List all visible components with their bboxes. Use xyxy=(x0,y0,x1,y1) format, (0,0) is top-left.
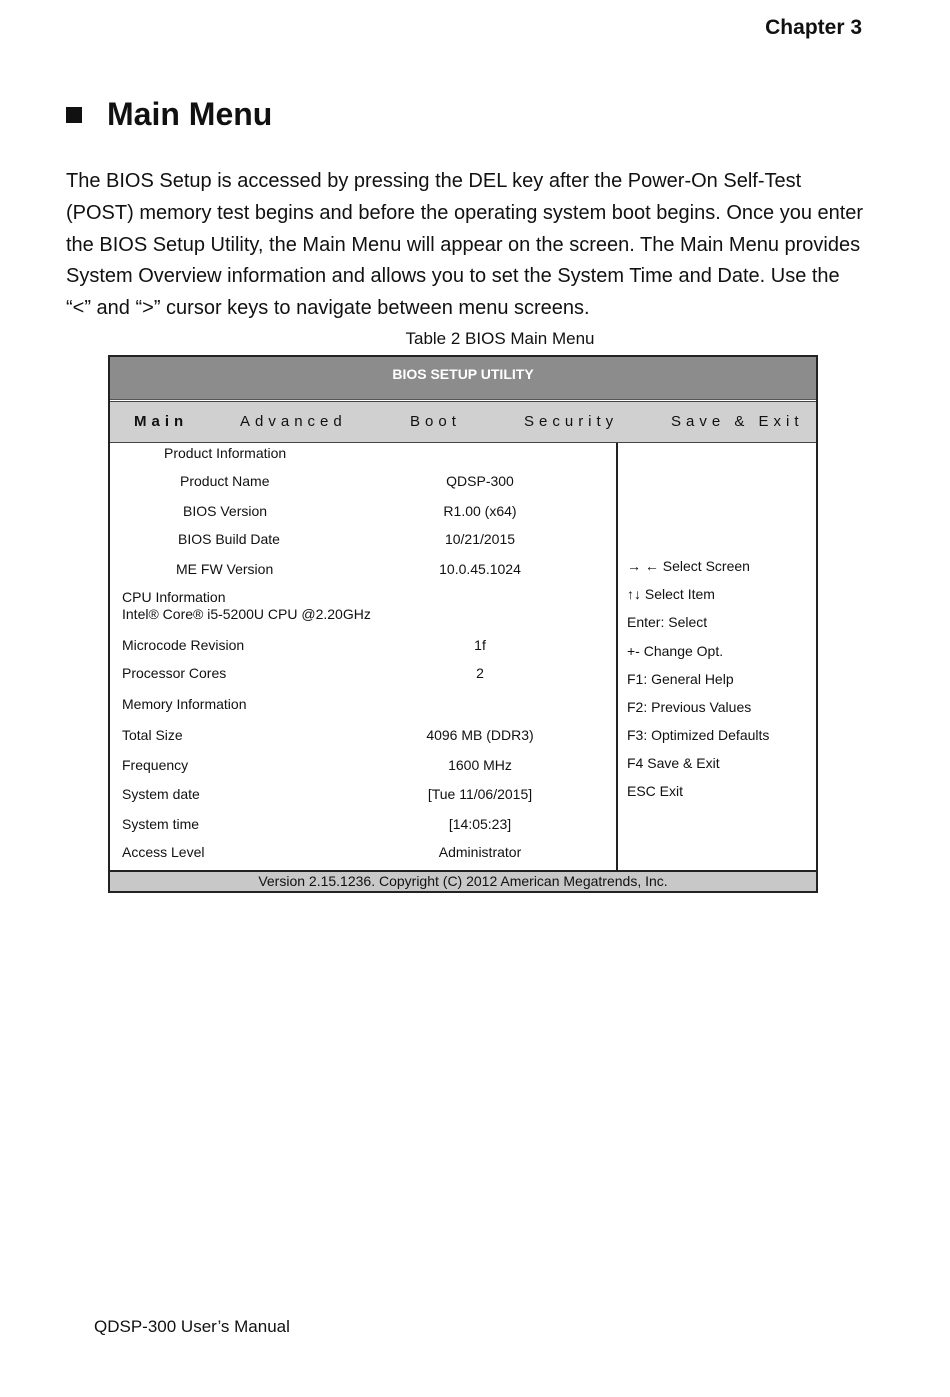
help-previous-values: F2: Previous Values xyxy=(627,699,752,715)
bios-build-date-value: 10/21/2015 xyxy=(444,531,516,547)
me-fw-version-label: ME FW Version xyxy=(176,561,274,577)
section-heading xyxy=(66,96,272,133)
total-size-value: 4096 MB (DDR3) xyxy=(426,727,534,743)
bios-menu-bar xyxy=(110,401,816,443)
intro-paragraph: The BIOS Setup is accessed by pressing the DEL key after the Power-On Self-Test (POST) memory test begins and before the operating system boot begins. Once you enter the BIOS Setup Utility, the Main Menu will appear on the screen. The Main Menu provides System Overview information and allows you to set the System Time and Date. Use the “<” and “>” cursor keys to navigate between menu screens. xyxy=(66,170,864,320)
help-select-screen: → ← Select Screen xyxy=(627,558,750,574)
help-optimized-defaults: F3: Optimized Defaults xyxy=(627,727,770,743)
panel-divider xyxy=(616,443,618,871)
help-select-item: ↑↓ Select Item xyxy=(627,586,715,602)
microcode-label: Microcode Revision xyxy=(122,637,245,653)
bios-title: BIOS SETUP UTILITY xyxy=(110,357,816,400)
frequency-value: 1600 MHz xyxy=(448,757,512,773)
total-size-label: Total Size xyxy=(122,727,183,743)
cpu-model: Intel® Core® i5-5200U CPU @2.20GHz xyxy=(122,606,371,622)
product-name-value: QDSP-300 xyxy=(446,473,514,489)
product-info-heading: Product Information xyxy=(164,445,287,461)
section-title: Main Menu xyxy=(107,96,273,132)
system-time-label: System time xyxy=(122,816,200,832)
bios-body xyxy=(110,443,816,871)
page-footer: QDSP-300 User’s Manual xyxy=(94,1317,290,1336)
bios-screen xyxy=(108,355,818,893)
table-caption: Table 2 BIOS Main Menu xyxy=(405,329,595,348)
tab-main[interactable]: Main xyxy=(134,413,189,430)
cpu-info-heading: CPU Information xyxy=(122,589,226,605)
processor-cores-label: Processor Cores xyxy=(122,665,227,681)
help-change-opt: +- Change Opt. xyxy=(627,643,724,659)
tab-boot[interactable]: Boot xyxy=(410,413,461,430)
me-fw-version-value: 10.0.45.1024 xyxy=(439,561,521,577)
help-save-exit: F4 Save & Exit xyxy=(627,755,720,771)
help-esc-exit: ESC Exit xyxy=(627,783,684,799)
help-general-help: F1: General Help xyxy=(627,671,734,687)
system-date-value[interactable]: [Tue 11/06/2015] xyxy=(427,786,533,802)
access-level-value: Administrator xyxy=(438,844,522,860)
memory-info-heading: Memory Information xyxy=(122,696,247,712)
tab-security[interactable]: Security xyxy=(524,413,619,430)
chapter-label: Chapter 3 xyxy=(765,16,862,39)
system-date-label: System date xyxy=(122,786,200,802)
access-level-label: Access Level xyxy=(122,844,205,860)
bios-footer: Version 2.15.1236. Copyright (C) 2012 American Megatrends, Inc. xyxy=(110,870,816,891)
product-name-label: Product Name xyxy=(180,473,270,489)
tab-save-exit[interactable]: Save & Exit xyxy=(671,413,804,430)
square-bullet-icon xyxy=(66,107,82,123)
bios-build-date-label: BIOS Build Date xyxy=(178,531,280,547)
bios-version-label: BIOS Version xyxy=(183,503,268,519)
processor-cores-value: 2 xyxy=(476,665,484,681)
tab-advanced[interactable]: Advanced xyxy=(240,413,347,430)
help-enter-select: Enter: Select xyxy=(627,614,708,630)
microcode-value: 1f xyxy=(474,637,486,653)
bios-version-value: R1.00 (x64) xyxy=(443,503,517,519)
frequency-label: Frequency xyxy=(122,757,189,773)
system-time-value[interactable]: [14:05:23] xyxy=(448,816,512,832)
